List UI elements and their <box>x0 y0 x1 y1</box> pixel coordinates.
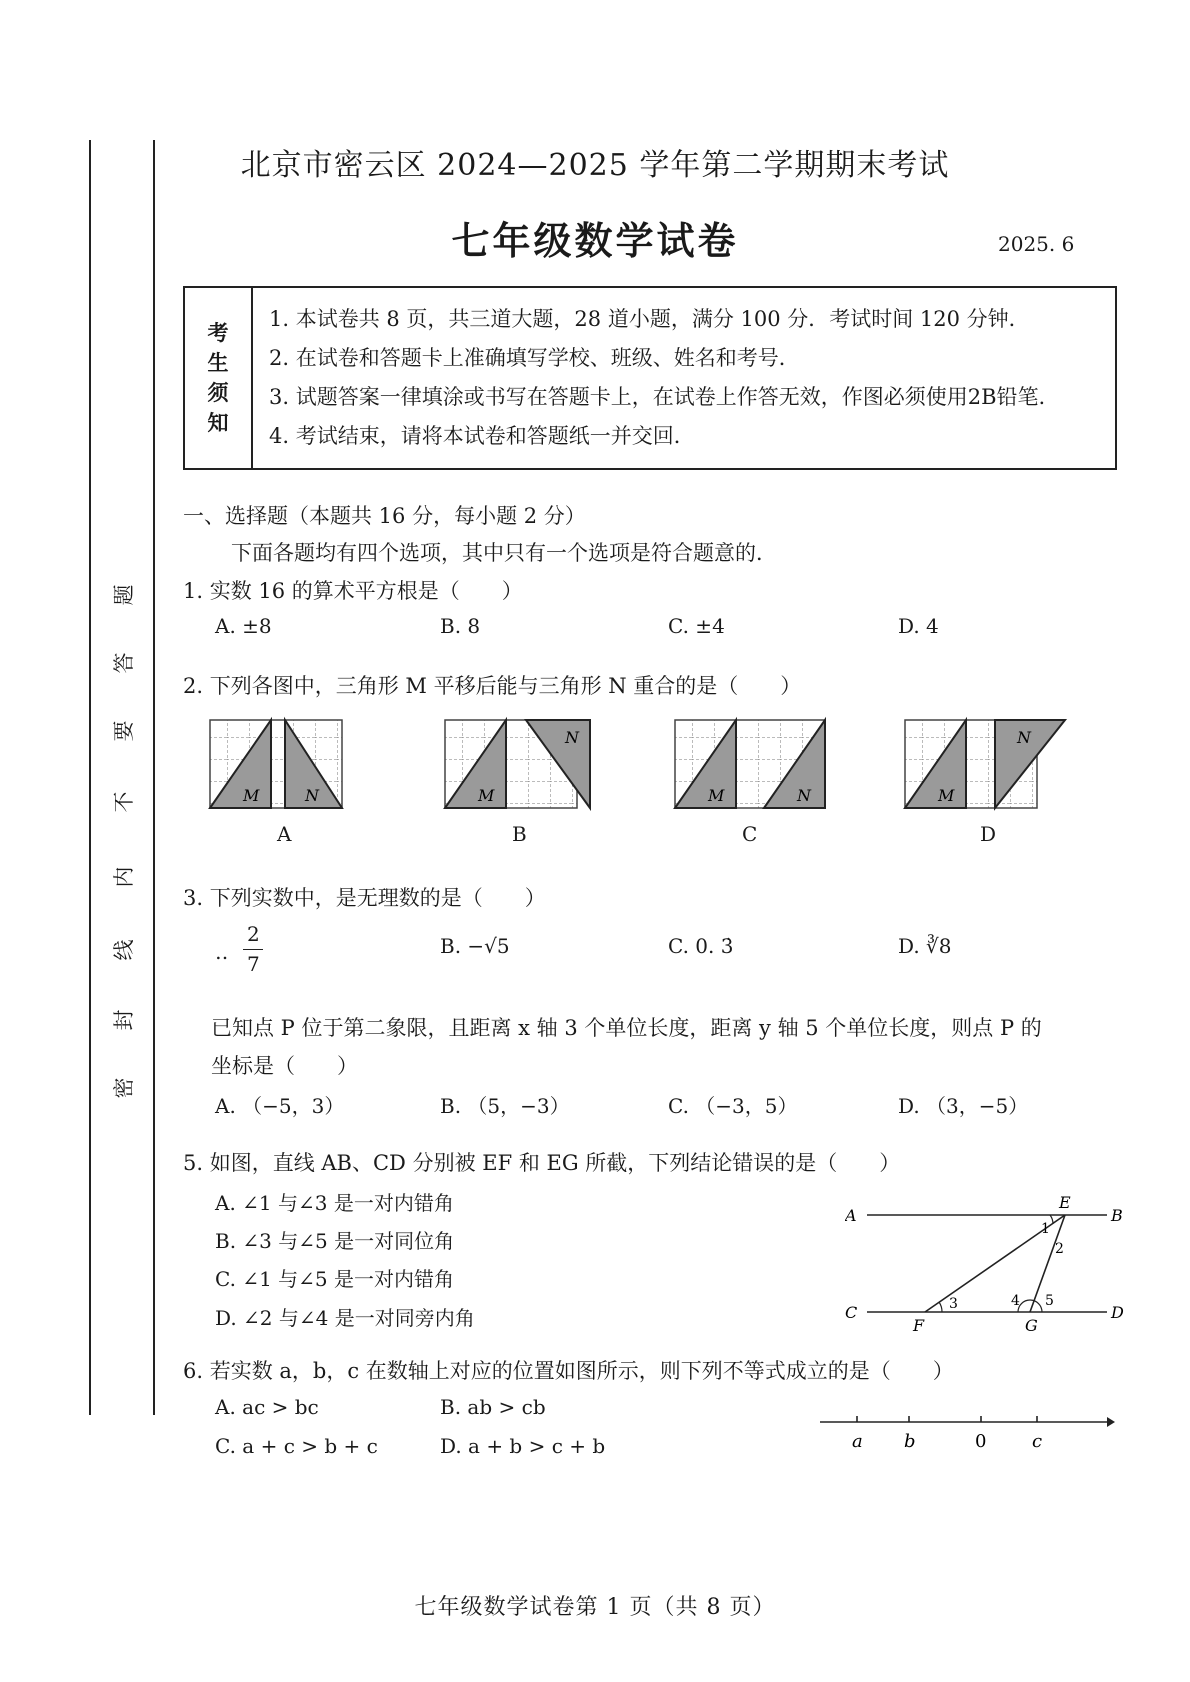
seal-char: 要 <box>112 720 136 742</box>
seal-char: 线 <box>112 939 136 961</box>
q1-stem: 1. 实数 16 的算术平方根是（ ） <box>183 579 523 603</box>
q6-option-b: B. ab > cb <box>440 1395 546 1419</box>
q2-figure-d <box>905 720 1065 808</box>
q6-option-a: A. ac > bc <box>215 1395 319 1419</box>
q4-option-c: C. （−3，5） <box>668 1094 798 1118</box>
q4-option-a: A. （−5，3） <box>215 1094 345 1118</box>
q2-figure-c <box>675 720 825 808</box>
q2-figure-b <box>445 720 590 808</box>
exam-date: 2025. 6 <box>998 232 1075 256</box>
q2-tri-label: M <box>478 786 495 805</box>
q2-tri-label: M <box>243 786 260 805</box>
q2-figure-a <box>210 720 342 808</box>
q4-stem: 已知点 P 位于第二象限，且距离 x 轴 3 个单位长度，距离 y 轴 5 个单位长度，则点 P 的 <box>211 1016 1042 1040</box>
page-footer: 七年级数学试卷第 1 页（共 8 页） <box>414 1595 776 1620</box>
angle-arc <box>939 1302 942 1312</box>
q3-option-c: C. 0. 3̇ <box>668 934 734 958</box>
notice-box <box>183 286 1117 470</box>
notice-label-char: 生 <box>207 350 229 375</box>
q6-option-d: D. a + b > c + b <box>440 1434 606 1458</box>
q2-tri-label: M <box>938 786 955 805</box>
q2-tri-label: N <box>565 728 579 747</box>
q5-option-b: B. ∠3 与∠5 是一对同位角 <box>215 1229 455 1253</box>
q1-option-b: B. 8 <box>440 614 481 638</box>
q2-tri-label: N <box>1017 728 1031 747</box>
q6-number-line <box>815 1400 1115 1460</box>
q1-option-d: D. 4 <box>898 614 939 638</box>
point-label: E <box>1059 1195 1071 1212</box>
axis-label: 0 <box>975 1431 987 1452</box>
point-label: B <box>1111 1206 1123 1225</box>
q4-stem-cont: 坐标是（ ） <box>211 1054 358 1078</box>
axis-label: b <box>904 1431 916 1452</box>
exam-title: 北京市密云区 2024—2025 学年第二学期期末考试 <box>240 148 950 183</box>
point-label: D <box>1111 1303 1124 1322</box>
point-label: A <box>845 1206 857 1225</box>
q6-stem: 6. 若实数 a，b，c 在数轴上对应的位置如图所示，则下列不等式成立的是（ ） <box>183 1359 954 1383</box>
q5-option-c: C. ∠1 与∠5 是一对内错角 <box>215 1267 454 1291</box>
section-title: 一、选择题（本题共 16 分，每小题 2 分） <box>183 504 586 528</box>
q5-option-d: D. ∠2 与∠4 是一对同旁内角 <box>215 1306 475 1330</box>
axis-label: a <box>852 1431 863 1452</box>
q4-option-d: D. （3，−5） <box>898 1094 1029 1118</box>
seal-char: 密 <box>112 1077 136 1099</box>
axis-label: c <box>1032 1431 1043 1452</box>
angle-arc <box>1050 1215 1053 1224</box>
axis-arrow <box>1107 1417 1115 1427</box>
notice-label-char: 考 <box>207 320 229 345</box>
q3-option-b: B. −√5 <box>440 934 510 958</box>
angle-label: 4 <box>1011 1293 1020 1309</box>
q2-tri-label: M <box>708 786 725 805</box>
q3-stem: 3. 下列实数中，是无理数的是（ ） <box>183 886 546 910</box>
angle-label: 1 <box>1041 1221 1050 1237</box>
angle-label: 5 <box>1045 1293 1054 1309</box>
q5-figure <box>845 1195 1125 1335</box>
q3-option-a-den: 7 <box>247 952 260 976</box>
paper-title: 七年级数学试卷 <box>451 218 739 263</box>
q4-option-b: B. （5，−3） <box>440 1094 570 1118</box>
q3-option-a-num: 2 <box>247 922 260 946</box>
seal-char: 不 <box>112 791 136 813</box>
seal-char: 封 <box>112 1009 136 1031</box>
q5-stem: 5. 如图，直线 AB、CD 分别被 EF 和 EG 所截，下列结论错误的是（ ） <box>183 1151 901 1175</box>
q2-figures <box>205 715 1085 815</box>
notice-items <box>251 288 1111 456</box>
seal-char: 答 <box>112 652 136 674</box>
q2-figure-label: D <box>980 822 997 846</box>
notice-item: 1. 本试卷共 8 页，共三道大题，28 道小题，满分 100 分．考试时间 120 分钟． <box>269 307 1030 331</box>
q1-option-a: A. ±8 <box>215 614 272 638</box>
point-label: C <box>845 1303 858 1322</box>
seal-char: 内 <box>112 866 136 888</box>
q2-tri-label: N <box>797 786 811 805</box>
q5-option-a: A. ∠1 与∠3 是一对内错角 <box>215 1191 454 1215</box>
q2-stem: 2. 下列各图中，三角形 M 平移后能与三角形 N 重合的是（ ） <box>183 674 802 698</box>
section-instruction: 下面各题均有四个选项，其中只有一个选项是符合题意的． <box>231 541 777 565</box>
q3-option-d: D. ∛8 <box>898 934 952 958</box>
q2-figure-label: B <box>512 822 527 846</box>
notice-item: 3. 试题答案一律填涂或书写在答题卡上，在试卷上作答无效，作图必须使用2B铅笔. <box>269 385 1046 409</box>
notice-label-char: 知 <box>207 410 229 435</box>
notice-label <box>185 288 253 468</box>
point-label: F <box>913 1316 925 1335</box>
binding-line-outer <box>89 140 91 1415</box>
fraction-bar <box>243 949 263 950</box>
point-label: G <box>1025 1316 1038 1335</box>
q1-option-c: C. ±4 <box>668 614 725 638</box>
notice-label-char: 须 <box>207 380 229 405</box>
notice-item: 2. 在试卷和答题卡上准确填写学校、班级、姓名和考号． <box>269 346 800 370</box>
q2-tri-label: N <box>305 786 319 805</box>
angle-label: 2 <box>1055 1241 1064 1257</box>
q6-option-c: C. a + c > b + c <box>215 1434 378 1458</box>
q2-figure-label: C <box>742 822 758 846</box>
binding-line-inner <box>153 140 155 1415</box>
angle-label: 3 <box>949 1296 958 1312</box>
notice-item: 4. 考试结束，请将本试卷和答题纸一并交回． <box>269 424 695 448</box>
seal-char: 题 <box>112 584 136 606</box>
q2-figure-label: A <box>277 822 292 846</box>
